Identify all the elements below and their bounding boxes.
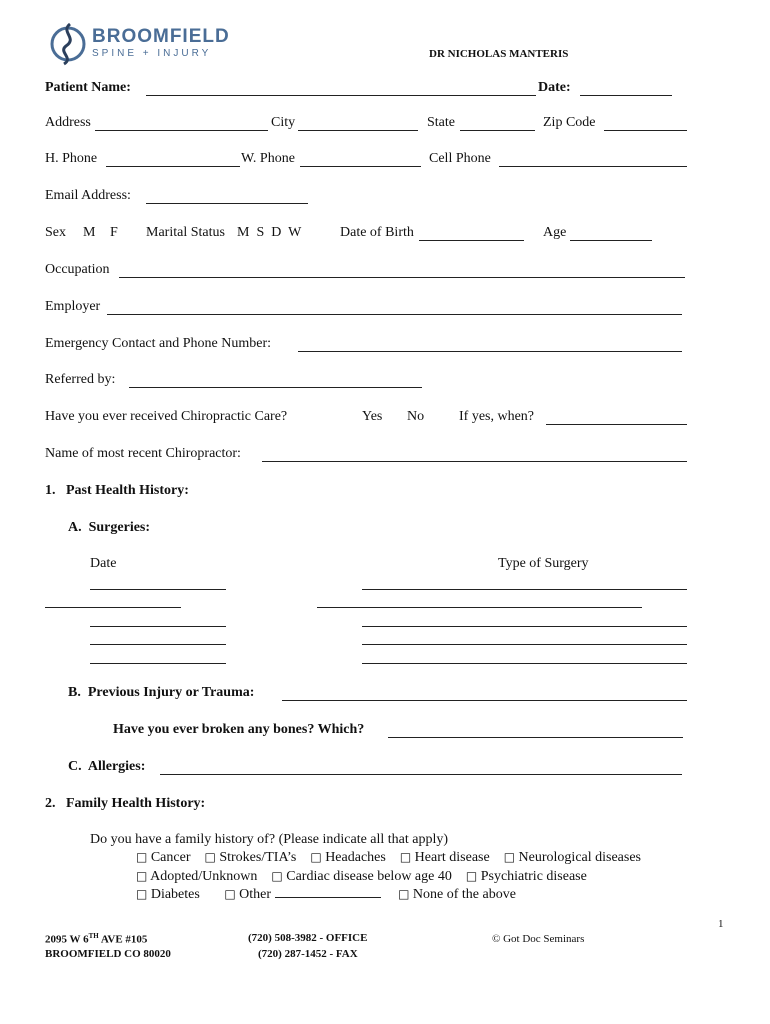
- checkbox-icon: □: [398, 887, 410, 901]
- surgery-date-field[interactable]: [90, 626, 226, 627]
- checkbox-icon: □: [310, 850, 322, 864]
- sex-option-m[interactable]: M: [83, 225, 96, 240]
- address-field[interactable]: [95, 130, 268, 131]
- surgery-date-field[interactable]: [90, 644, 226, 645]
- if-yes-when-label: If yes, when?: [459, 409, 535, 424]
- emergency-contact-field[interactable]: [298, 351, 682, 352]
- chiro-yes-option[interactable]: Yes: [362, 409, 383, 424]
- if-yes-when-field[interactable]: [546, 424, 687, 425]
- footer-copyright: © Got Doc Seminars: [492, 933, 585, 945]
- referred-by-label: Referred by:: [45, 372, 116, 387]
- surgery-date-field[interactable]: [45, 607, 181, 608]
- checkbox-other[interactable]: □ Other: [224, 887, 272, 902]
- city-field[interactable]: [298, 130, 418, 131]
- page-number: 1: [718, 918, 724, 930]
- chiro-care-question: Have you ever received Chiropractic Care?: [45, 409, 288, 424]
- checkbox-diabetes[interactable]: □ Diabetes: [136, 887, 200, 902]
- checkbox-row: [136, 850, 641, 866]
- checkbox-icon: □: [204, 850, 216, 864]
- previous-injury-heading: B. Previous Injury or Trauma:: [68, 685, 255, 700]
- footer-address-line2: BROOMFIELD CO 80020: [45, 948, 171, 960]
- checkbox-strokes[interactable]: □ Strokes/TIA’s: [204, 850, 297, 865]
- footer-fax: (720) 287-1452 - FAX: [258, 948, 358, 960]
- recent-chiropractor-field[interactable]: [262, 461, 687, 462]
- age-field[interactable]: [570, 240, 652, 241]
- address-label: Address: [45, 115, 91, 130]
- surgery-type-field[interactable]: [317, 607, 642, 608]
- allergies-heading: C. Allergies:: [68, 759, 146, 774]
- checkbox-neurological[interactable]: □ Neurological diseases: [503, 850, 642, 865]
- state-field[interactable]: [460, 130, 535, 131]
- marital-status-label: Marital Status: [146, 225, 225, 240]
- doctor-name: DR NICHOLAS MANTERIS: [429, 48, 569, 60]
- occupation-label: Occupation: [45, 262, 110, 277]
- checkbox-headaches[interactable]: □ Headaches: [310, 850, 386, 865]
- brand-name: BROOMFIELD: [92, 26, 230, 47]
- emergency-contact-label: Emergency Contact and Phone Number:: [45, 336, 272, 351]
- checkbox-row: [136, 869, 587, 885]
- date-label: Date:: [538, 80, 571, 95]
- referred-by-field[interactable]: [129, 387, 422, 388]
- chiro-no-option[interactable]: No: [407, 409, 425, 424]
- checkbox-icon: □: [465, 869, 478, 883]
- family-history-question: Do you have a family history of? (Please indicate all that apply): [90, 832, 449, 847]
- checkbox-icon: □: [399, 850, 412, 864]
- surgery-type-field[interactable]: [362, 644, 687, 645]
- checkbox-none[interactable]: □ None of the above: [398, 887, 516, 902]
- date-field[interactable]: [580, 95, 672, 96]
- surgeries-heading: A. Surgeries:: [68, 520, 151, 535]
- city-label: City: [271, 115, 296, 130]
- dob-label: Date of Birth: [340, 225, 414, 240]
- zip-label: Zip Code: [543, 115, 596, 130]
- surgery-type-field[interactable]: [362, 589, 687, 590]
- email-field[interactable]: [146, 203, 308, 204]
- checkbox-row: [136, 887, 516, 903]
- sex-label: Sex: [45, 225, 66, 240]
- allergies-field[interactable]: [160, 774, 682, 775]
- broken-bones-question: Have you ever broken any bones? Which?: [113, 722, 365, 737]
- dob-field[interactable]: [419, 240, 524, 241]
- checkbox-cancer[interactable]: □ Cancer: [136, 850, 191, 865]
- employer-label: Employer: [45, 299, 101, 314]
- surgery-type-field[interactable]: [362, 626, 687, 627]
- surgery-type-column: Type of Surgery: [498, 556, 589, 571]
- patient-name-label: Patient Name:: [45, 80, 131, 95]
- checkbox-icon: □: [136, 887, 148, 901]
- work-phone-label: W. Phone: [241, 151, 295, 166]
- patient-name-field[interactable]: [146, 95, 536, 96]
- surgery-date-column: Date: [90, 556, 117, 571]
- checkbox-psychiatric[interactable]: □ Psychiatric disease: [465, 869, 587, 884]
- occupation-field[interactable]: [119, 277, 685, 278]
- checkbox-icon: □: [136, 869, 148, 883]
- checkbox-heart-disease[interactable]: □ Heart disease: [399, 850, 490, 865]
- footer-address-line1: 2095 W 6TH AVE #105: [45, 932, 148, 946]
- surgery-type-field[interactable]: [362, 663, 687, 664]
- state-label: State: [427, 115, 455, 130]
- home-phone-label: H. Phone: [45, 151, 98, 166]
- previous-injury-field[interactable]: [282, 700, 687, 701]
- employer-field[interactable]: [107, 314, 682, 315]
- zip-field[interactable]: [604, 130, 687, 131]
- past-health-history-heading: 1. Past Health History:: [45, 483, 189, 498]
- surgery-date-field[interactable]: [90, 663, 226, 664]
- broken-bones-field[interactable]: [388, 737, 683, 738]
- cell-phone-field[interactable]: [499, 166, 687, 167]
- marital-status-options[interactable]: M S D W: [237, 225, 302, 240]
- sex-option-f[interactable]: F: [110, 225, 118, 240]
- work-phone-field[interactable]: [300, 166, 421, 167]
- checkbox-icon: □: [224, 887, 236, 901]
- recent-chiropractor-label: Name of most recent Chiropractor:: [45, 446, 241, 461]
- checkbox-icon: □: [503, 850, 516, 864]
- checkbox-cardiac-disease[interactable]: □ Cardiac disease below age 40: [271, 869, 452, 884]
- home-phone-field[interactable]: [106, 166, 240, 167]
- spine-logo-icon: [50, 22, 86, 66]
- logo: [50, 22, 240, 68]
- checkbox-icon: □: [136, 850, 148, 864]
- family-health-history-heading: 2. Family Health History:: [45, 796, 206, 811]
- footer-office-phone: (720) 508-3982 - OFFICE: [248, 932, 368, 944]
- other-field[interactable]: [275, 897, 381, 898]
- age-label: Age: [543, 225, 567, 240]
- checkbox-adopted-unknown[interactable]: □ Adopted/Unknown: [136, 869, 258, 884]
- surgery-date-field[interactable]: [90, 589, 226, 590]
- brand-subtitle: SPINE + INJURY: [92, 48, 212, 59]
- cell-phone-label: Cell Phone: [429, 151, 491, 166]
- email-label: Email Address:: [45, 188, 131, 203]
- checkbox-icon: □: [271, 869, 283, 883]
